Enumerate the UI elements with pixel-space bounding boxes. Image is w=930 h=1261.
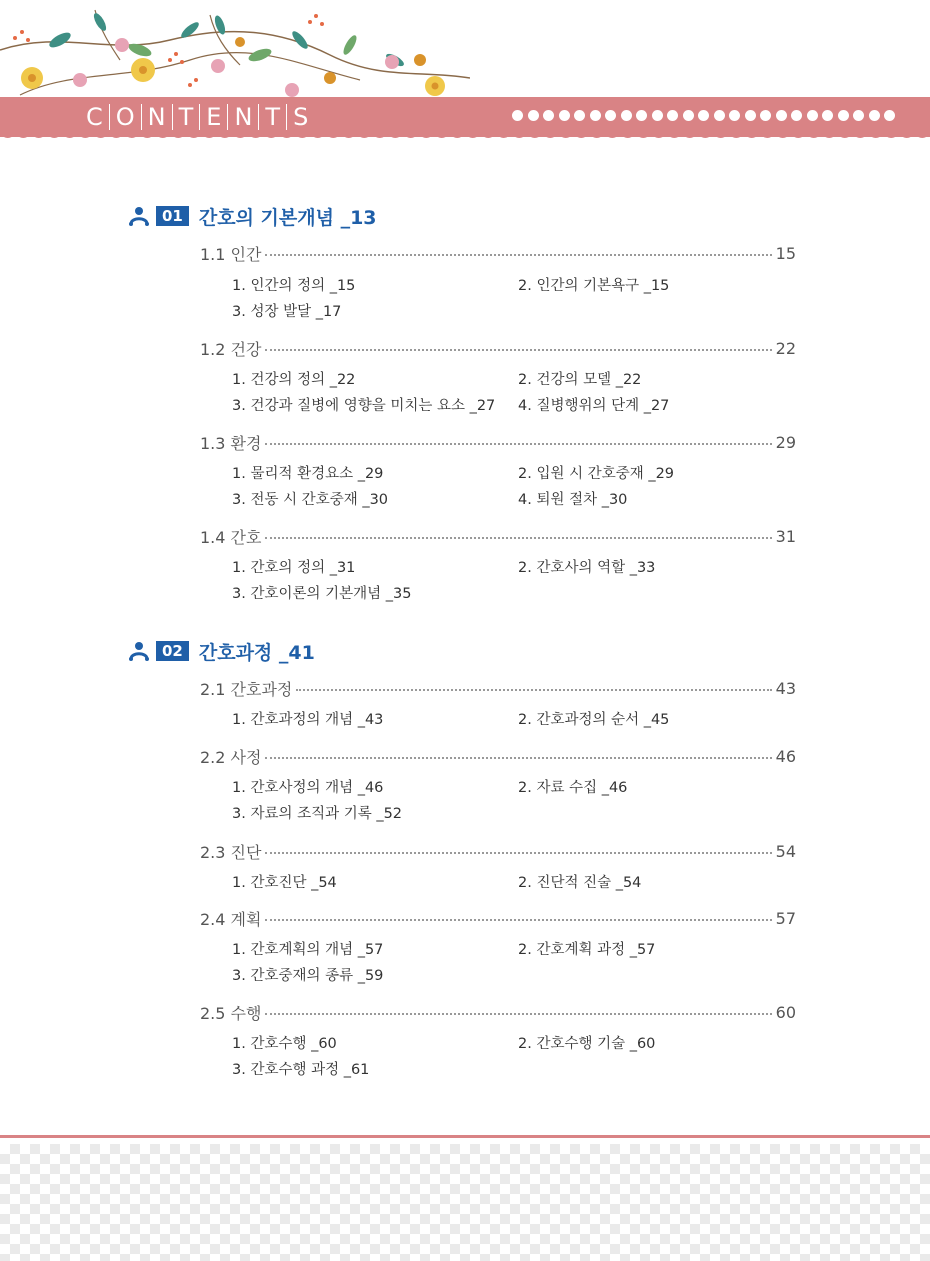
banner-scallop bbox=[0, 134, 930, 142]
floral-decoration bbox=[0, 0, 470, 100]
dot-leader bbox=[265, 537, 771, 539]
dot-leader bbox=[265, 852, 771, 854]
dot-leader bbox=[265, 443, 771, 445]
toc-item[interactable]: 2. 입원 시 간호중재 _29 bbox=[518, 466, 675, 482]
toc-item[interactable]: 2. 간호계획 과정 _57 bbox=[518, 942, 656, 958]
dot-leader bbox=[265, 254, 771, 256]
toc-section-2-2[interactable] bbox=[200, 746, 796, 766]
toc-item[interactable]: 3. 간호이론의 기본개념 _35 bbox=[232, 586, 412, 602]
section-page: 29 bbox=[775, 432, 796, 452]
title-letter: T bbox=[173, 104, 201, 130]
section-label: 2.1 간호과정 bbox=[200, 679, 293, 699]
toc-item[interactable]: 2. 간호사의 역할 _33 bbox=[518, 560, 656, 576]
dot-leader bbox=[265, 1013, 771, 1015]
section-page: 57 bbox=[775, 908, 796, 928]
title-letter: T bbox=[259, 104, 287, 130]
title-letter: N bbox=[228, 104, 259, 130]
section-page: 43 bbox=[775, 678, 796, 698]
toc-section-2-4[interactable] bbox=[200, 908, 796, 928]
contents-title bbox=[80, 100, 314, 134]
toc-item[interactable]: 3. 자료의 조직과 기록 _52 bbox=[232, 806, 403, 822]
toc-section-2-3[interactable] bbox=[200, 841, 796, 861]
toc-section-1-4[interactable] bbox=[200, 526, 796, 546]
chapter-02-heading[interactable] bbox=[128, 638, 315, 664]
section-label: 1.3 환경 bbox=[200, 433, 262, 453]
toc-item[interactable]: 1. 간호계획의 개념 _57 bbox=[232, 942, 384, 958]
toc-section-2-5[interactable] bbox=[200, 1002, 796, 1022]
toc-item[interactable]: 1. 간호과정의 개념 _43 bbox=[232, 712, 384, 728]
toc-item[interactable]: 1. 간호수행 _60 bbox=[232, 1036, 337, 1052]
chapter-01-heading[interactable] bbox=[128, 203, 377, 229]
title-letter: C bbox=[80, 104, 110, 130]
chapter-number: 02 bbox=[156, 641, 189, 661]
chapter-title: 간호의 기본개념 _13 bbox=[198, 206, 377, 229]
title-letter: S bbox=[293, 103, 309, 131]
footer-pattern bbox=[0, 1144, 930, 1261]
toc-section-1-3[interactable] bbox=[200, 432, 796, 452]
footer-divider bbox=[0, 1135, 930, 1138]
title-letter: N bbox=[142, 104, 173, 130]
section-page: 15 bbox=[775, 243, 796, 263]
toc-item[interactable]: 3. 건강과 질병에 영향을 미치는 요소 _27 bbox=[232, 398, 496, 414]
chapter-title: 간호과정 _41 bbox=[198, 641, 315, 664]
toc-item[interactable]: 4. 퇴원 절차 _30 bbox=[518, 492, 628, 508]
toc-item[interactable]: 2. 건강의 모델 _22 bbox=[518, 372, 642, 388]
toc-item[interactable]: 1. 물리적 환경요소 _29 bbox=[232, 466, 384, 482]
toc-item[interactable]: 2. 간호과정의 순서 _45 bbox=[518, 712, 670, 728]
person-icon bbox=[128, 206, 150, 226]
toc-item[interactable]: 2. 진단적 진술 _54 bbox=[518, 875, 642, 891]
section-page: 54 bbox=[775, 841, 796, 861]
section-label: 1.4 간호 bbox=[200, 527, 262, 547]
section-label: 2.2 사정 bbox=[200, 747, 262, 767]
title-letter: E bbox=[200, 104, 228, 130]
toc-item[interactable]: 1. 간호사정의 개념 _46 bbox=[232, 780, 384, 796]
dot-leader bbox=[265, 919, 771, 921]
dot-leader bbox=[265, 757, 771, 759]
toc-item[interactable]: 1. 인간의 정의 _15 bbox=[232, 278, 356, 294]
toc-section-1-1[interactable] bbox=[200, 243, 796, 263]
toc-item[interactable]: 3. 간호중재의 종류 _59 bbox=[232, 968, 384, 984]
section-label: 1.1 인간 bbox=[200, 244, 262, 264]
section-page: 22 bbox=[775, 338, 796, 358]
person-icon bbox=[128, 641, 150, 661]
toc-item[interactable]: 4. 질병행위의 단계 _27 bbox=[518, 398, 670, 414]
section-page: 60 bbox=[775, 1002, 796, 1022]
section-label: 2.3 진단 bbox=[200, 842, 262, 862]
toc-section-1-2[interactable] bbox=[200, 338, 796, 358]
section-page: 46 bbox=[775, 746, 796, 766]
toc-item[interactable]: 1. 건강의 정의 _22 bbox=[232, 372, 356, 388]
toc-item[interactable]: 2. 간호수행 기술 _60 bbox=[518, 1036, 656, 1052]
toc-item[interactable]: 3. 간호수행 과정 _61 bbox=[232, 1062, 370, 1078]
section-label: 1.2 건강 bbox=[200, 339, 262, 359]
dot-leader bbox=[296, 689, 771, 691]
toc-item[interactable]: 2. 자료 수집 _46 bbox=[518, 780, 628, 796]
toc-item[interactable]: 2. 인간의 기본욕구 _15 bbox=[518, 278, 670, 294]
toc-item[interactable]: 3. 성장 발달 _17 bbox=[232, 304, 342, 320]
chapter-number: 01 bbox=[156, 206, 189, 226]
toc-item[interactable]: 1. 간호진단 _54 bbox=[232, 875, 337, 891]
toc-item[interactable]: 3. 전동 시 간호중재 _30 bbox=[232, 492, 389, 508]
banner-dots bbox=[512, 110, 895, 121]
section-label: 2.5 수행 bbox=[200, 1003, 262, 1023]
toc-item[interactable]: 1. 간호의 정의 _31 bbox=[232, 560, 356, 576]
dot-leader bbox=[265, 349, 771, 351]
section-page: 31 bbox=[775, 526, 796, 546]
toc-section-2-1[interactable] bbox=[200, 678, 796, 698]
title-letter: O bbox=[110, 104, 142, 130]
section-label: 2.4 계획 bbox=[200, 909, 262, 929]
